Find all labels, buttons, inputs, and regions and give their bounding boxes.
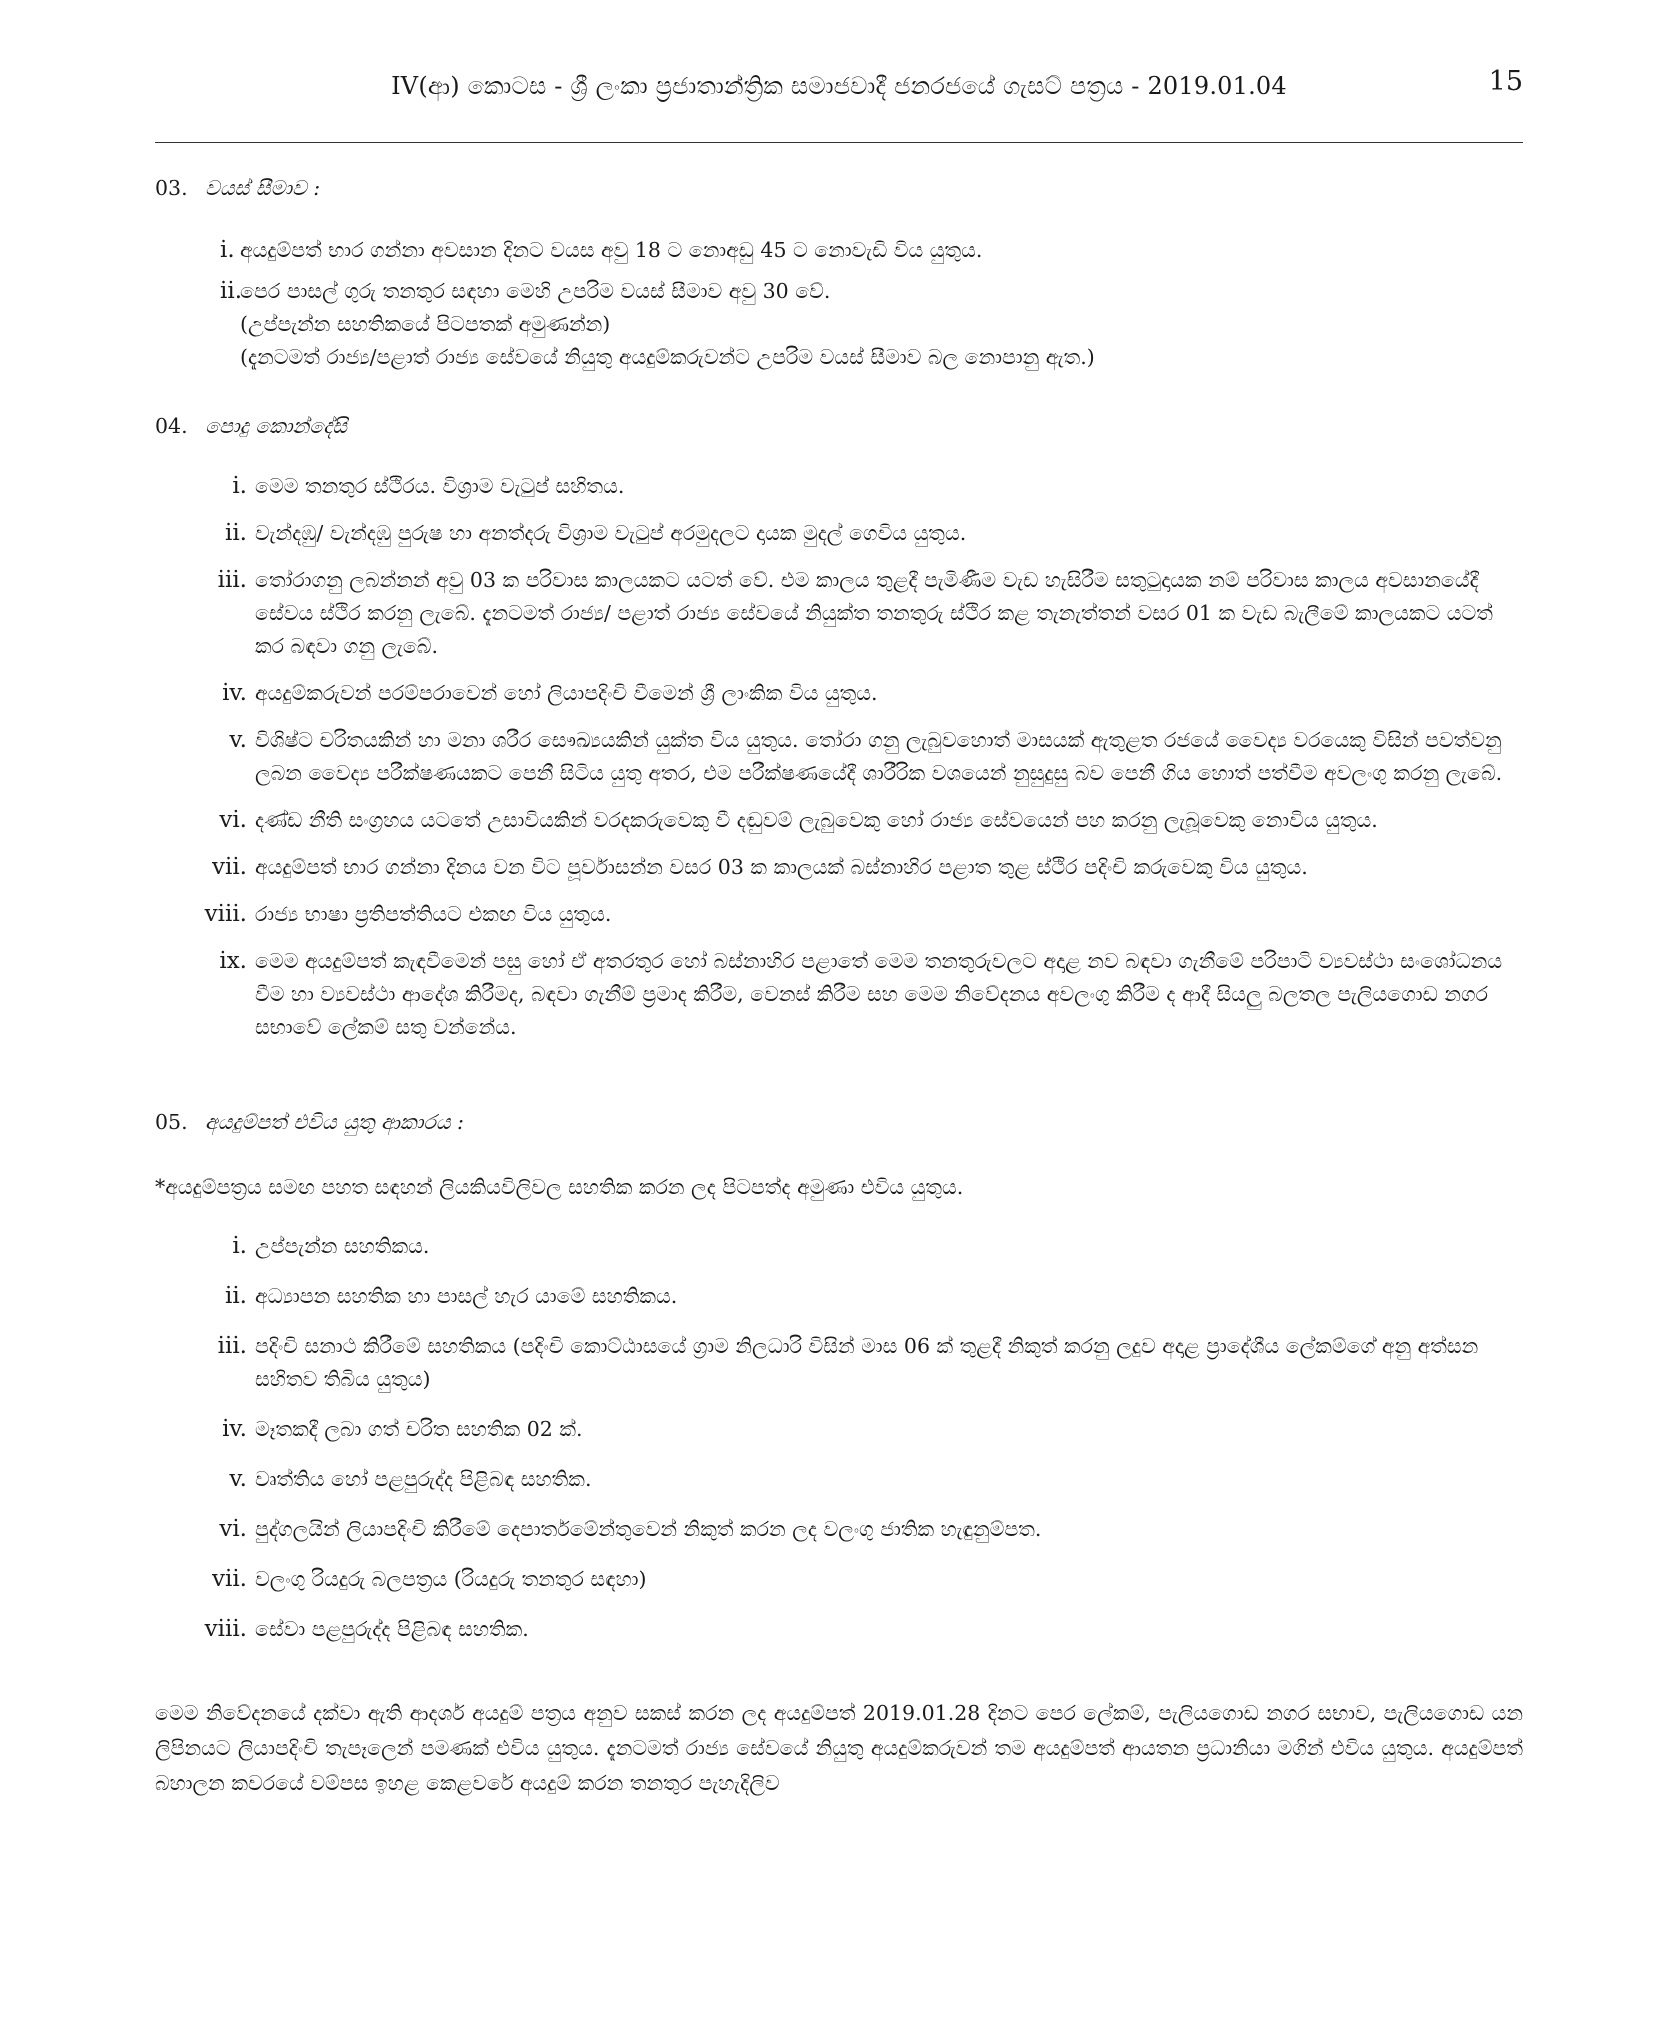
list-item: [155, 470, 1523, 503]
item-text: රාජ්‍ය භාෂා ප්‍රතිපත්තියට එකඟ විය යුතුය.: [255, 902, 612, 926]
item-text: අධ්‍යාපන සහතික හා පාසල් හැර යාමේ සහතිකය.: [255, 1284, 678, 1308]
section-title: පොදු කොන්දේසි: [205, 414, 348, 438]
header-divider: [155, 142, 1523, 143]
list-item: [155, 234, 1523, 267]
item-numeral: viii.: [204, 1616, 247, 1642]
item-numeral: viii.: [204, 901, 247, 927]
required-documents-list: [155, 1230, 1523, 1646]
item-numeral: v.: [229, 727, 247, 753]
item-numeral: vii.: [211, 1566, 247, 1592]
list-item: [155, 1230, 1523, 1263]
page-number: 15: [1488, 66, 1523, 97]
item-numeral: i.: [232, 1233, 247, 1259]
list-item: [155, 1280, 1523, 1313]
item-text: මෙම තනතුර ස්ථිරය. විශ්‍රාම වැටුප් සහිතය.: [255, 474, 625, 498]
item-numeral: vii.: [211, 854, 247, 880]
general-conditions-list: [155, 470, 1523, 1044]
page-header: [155, 62, 1523, 142]
item-text: වලංගු රියදුරු බලපත්‍රය (රියදුරු තනතුර සඳහා): [255, 1567, 647, 1591]
item-text: අයදුම්පත් භාර ගන්නා අවසාන දිනට වයස අවු 18 ට නොඅඩු 45 ට නොවැඩි විය යුතුය.: [240, 238, 983, 262]
item-numeral: i.: [220, 237, 235, 263]
item-text: පෙර පාසල් ගුරු තනතුර සඳහා මෙහි උපරිම වයස් සීමාව අවු 30 වේ.: [240, 279, 831, 303]
section-number: 03.: [155, 176, 188, 200]
item-text: තෝරාගනු ලබන්නන් අවු 03 ක පරිවාස කාලයකට යටත් වේ. එම කාලය තුළදී පැමිණීම වැඩ හැසිරීම සතුටුදායක නම් පරිවාස කාලය අවසානයේදී සේවය ස්ථිර කරනු ලැබේ. දැනටමත් රාජ්‍ය/ පළාත් රාජ්‍ය සේවයේ නියුක්ත තනතුරු ස්ථිර කළ තැනැත්තන් වසර 01 ක වැඩ බැලීමේ කාලයකට යටත් කර බඳවා ගනු ලැබේ.: [255, 568, 1493, 658]
list-item: [155, 898, 1523, 931]
list-item: [155, 1463, 1523, 1496]
item-text: වැන්දඹු/ වැන්දඹු පුරුෂ හා අනත්දරු විශ්‍රාම වැටුප් අරමුදලට දායක මුදල් ගෙවිය යුතුය.: [255, 521, 967, 545]
item-numeral: iii.: [217, 1333, 247, 1359]
item-text: උප්පැන්න සහතිකය.: [255, 1234, 430, 1258]
list-item: [155, 275, 1523, 374]
item-numeral: iv.: [222, 1416, 247, 1442]
documents-intro: *අයදුම්පත්‍රය සමඟ පහත සඳහන් ලියකියවිලිවල සහතික කරන ලද පිටපත්ද අමුණා එවිය යුතුය.: [155, 1175, 964, 1199]
item-text: දණ්ඩ නීති සංග්‍රහය යටතේ උසාවියකින් වරදකරුවෙකු වී දඬුවම් ලැබුවෙකු හෝ රාජ්‍ය සේවයෙන් පහ කරනු ලැබූවෙකු නොවිය යුතුය.: [255, 808, 1378, 832]
section-title: වයස් සීමාව :: [205, 176, 321, 200]
item-note: (දැනටමත් රාජ්‍ය/පළාත් රාජ්‍ය සේවයේ නියුතු අයදුම්කරුවන්ට උපරිම වයස් සීමාව බල නොපානු ඇත.): [240, 345, 1095, 369]
item-numeral: v.: [229, 1466, 247, 1492]
header-title: IV(ආ) කොටස - ශ්‍රී ලංකා ප්‍රජාතාන්ත්‍රික සමාජවාදී ජනරජයේ ගැසට් පත්‍රය - 2019.01.04: [391, 72, 1287, 100]
list-item: [155, 564, 1523, 663]
item-text: විශිෂ්ට චරිතයකින් හා මනා ශරීර සෞඛ්‍යයකින් යුක්ත විය යුතුය. තෝරා ගනු ලැබුවහොත් මාසයක් ඇතුළත රජයේ වෛද්‍ය වරයෙකු විසින් පවත්වනු ලබන වෛද්‍ය පරීක්ෂණයකට පෙනී සිටිය යුතු අතර, එම පරීක්ෂණයේදී ශාරීරික වශයෙන් නුසුදුසු බව පෙනී ගිය හොත් පත්වීම අවලංගු කරනු ලැබේ.: [255, 728, 1503, 785]
item-numeral: ii.: [224, 1283, 247, 1309]
item-text: සේවා පළපුරුද්ද පිළිබඳ සහතික.: [255, 1617, 529, 1641]
item-numeral: vi.: [219, 1516, 247, 1542]
item-note: (උප්පැන්න සහතිකයේ පිටපතක් අමුණන්න): [240, 312, 611, 336]
list-item: [155, 677, 1523, 710]
section-heading: [155, 1100, 1523, 1144]
list-item: [155, 1330, 1523, 1396]
item-numeral: ix.: [219, 948, 247, 974]
list-item: [155, 724, 1523, 790]
item-numeral: vi.: [219, 807, 247, 833]
list-item: [155, 945, 1523, 1044]
item-text: වෘත්තිය හෝ පළපුරුද්ද පිළිබඳ සහතික.: [255, 1467, 592, 1491]
section-number: 05.: [155, 1110, 188, 1134]
section-03: [155, 166, 1523, 374]
item-numeral: i.: [232, 473, 247, 499]
item-text: අයදුම්කරුවන් පරම්පරාවෙන් හෝ ලියාපදිංචි වීමෙන් ශ්‍රී ලාංකික විය යුතුය.: [255, 681, 878, 705]
section-heading: [155, 404, 1523, 448]
list-item: [155, 1563, 1523, 1596]
item-text: අයදුම්පත් භාර ගන්නා දිනය වන විට පූර්වාසන්න වසර 03 ක කාලයක් බස්නාහිර පළාත තුළ ස්ථිර පදිංචි කරුවෙකු විය යුතුය.: [255, 855, 1308, 879]
item-text: මෑතකදී ලබා ගත් චරිත සහතික 02 ක්.: [255, 1417, 583, 1441]
section-04: [155, 404, 1523, 1044]
list-item: [155, 804, 1523, 837]
item-numeral: ii.: [220, 278, 243, 304]
section-number: 04.: [155, 414, 188, 438]
item-numeral: iv.: [222, 680, 247, 706]
item-text: පුද්ගලයින් ලියාපදිංචි කිරීමේ දෙපාර්තමේන්තුවෙන් නිකුත් කරන ලද වලංගු ජාතික හැඳුනුම්පත.: [255, 1517, 1042, 1541]
item-numeral: ii.: [224, 520, 247, 546]
section-title: අයදුම්පත් එවිය යුතු ආකාරය :: [205, 1110, 464, 1134]
section-05: [155, 1100, 1523, 1646]
closing-paragraph: මෙම නිවේදනයේ දක්වා ඇති ආදර්ශ අයදුම් පත්‍රය අනුව සකස් කරන ලද අයදුම්පත් 2019.01.28 දිනට පෙර ලේකම්, පැලියගොඩ නගර සභාව, පැලියගොඩ යන ලිපිනයට ලියාපදිංචි තැපෑලෙන් පමණක් එවිය යුතුය. දැනටමත් රාජ්‍ය සේවයේ නියුතු අයදුම්කරුවන් තම අයදුම්පත් ආයතන ප්‍රධානියා මගින් එවිය යුතුය. අයදුම්පත් බහාලන කවරයේ වම්පස ඉහළ කෙළවරේ අයදුම් කරන තනතුර පැහැදිලිව: [155, 1701, 1523, 1795]
item-text: මෙම අයදුම්පත් කැඳවීමෙන් පසු හෝ ඒ අතරතුර හෝ බස්නාහිර පළාතේ මෙම තනතුරුවලට අදාළ නව බඳවා ගැනීමේ පරිපාටි ව්‍යවස්ථා සංශෝධනය වීම හා ව්‍යවස්ථා ආදේශ කිරීමද, බඳවා ගැනීම් ප්‍රමාද කිරීම, වෙනස් කිරීම සහ මෙම නිවේදනය අවලංගු කිරීම ද ආදී සියලු බලතල පැලියගොඩ නගර සභාවේ ලේකම් සතු වන්නේය.: [255, 949, 1503, 1039]
item-text: පදිංචි සනාථ කිරීමේ සහතිකය (පදිංචි කොට්ඨාසයේ ග්‍රාම නිලධාරි විසින් මාස 06 ක් තුළදී නිකුත් කරනු ලදුව අදාළ ප්‍රාදේශීය ලේකම්ගේ අනු අත්සන සහිතව තිබිය යුතුය): [255, 1334, 1479, 1391]
page-content: [155, 160, 1523, 1801]
item-numeral: iii.: [217, 567, 247, 593]
list-item: [155, 1413, 1523, 1446]
list-item: [155, 1513, 1523, 1546]
age-limit-list: [155, 234, 1523, 374]
list-item: [155, 517, 1523, 550]
list-item: [155, 1613, 1523, 1646]
list-item: [155, 851, 1523, 884]
section-heading: [155, 166, 1523, 210]
